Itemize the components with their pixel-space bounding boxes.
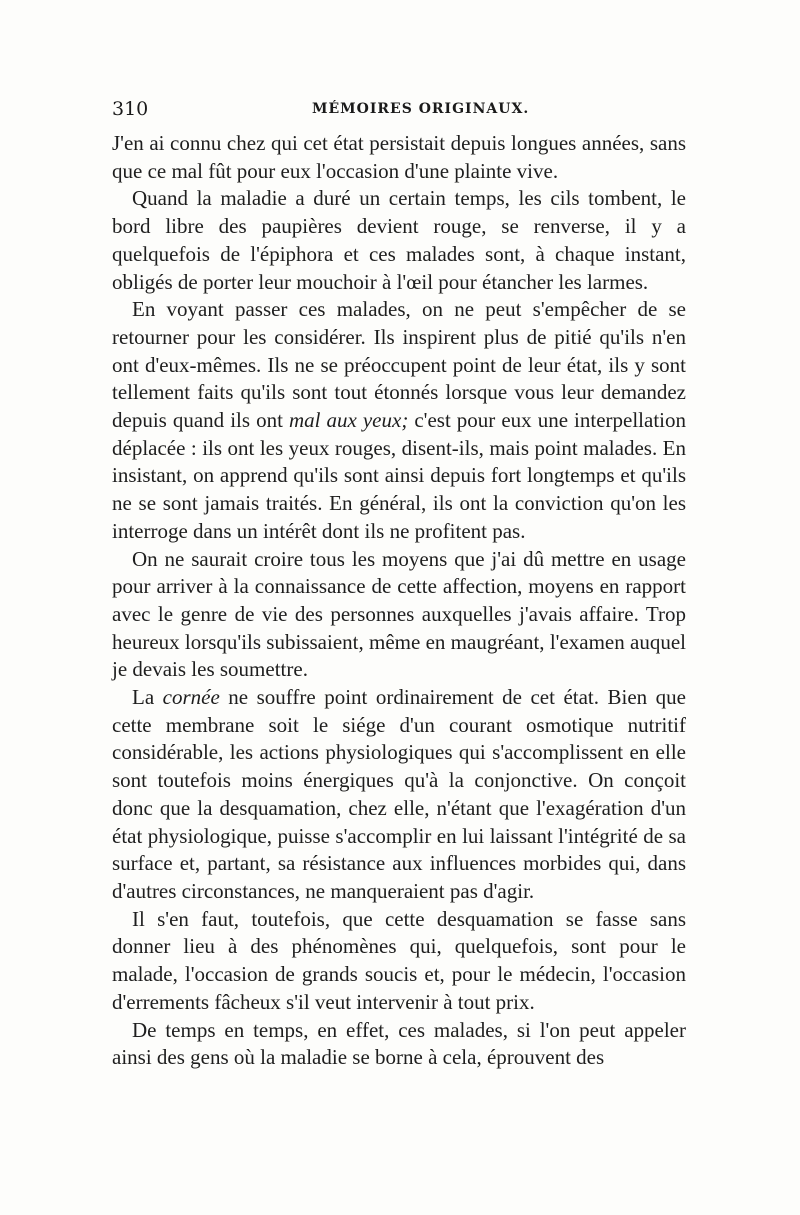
paragraph-3-italic-phrase: mal aux yeux;: [288, 408, 409, 433]
paragraph-3-part-1: En voyant passer ces malades, on ne peut s'empêcher de se retourner pour les considérer. Ils inspirent plus de pitié qu'ils n'en ont d'eux-mêmes. Ils ne se préoccupent point de leur état, ils y sont tellement faits qu'ils sont tout étonnés lorsque vous leur demandez depuis quand ils ont: [112, 297, 686, 433]
paragraph-3: [112, 296, 686, 545]
paragraph-1: J'en ai connu chez qui cet état persistait depuis longues années, sans que ce mal fût pour eux l'occasion d'une plainte vive.: [112, 131, 686, 183]
paragraph-5: [112, 684, 686, 906]
paragraph-7: De temps en temps, en effet, ces malades, si l'on peut appeler ainsi des gens où la maladie se borne à cela, éprouvent des: [112, 1017, 686, 1070]
paragraph-6: Il s'en faut, toutefois, que cette desquamation se fasse sans donner lieu à des phénomènes qui, quelquefois, sont pour le malade, l'occasion de grands soucis et, pour le médecin, l'occasion d'errements fâcheux s'il veut intervenir à tout prix.: [112, 906, 686, 1014]
paragraph-4: On ne saurait croire tous les moyens que j'ai dû mettre en usage pour arriver à la connaissance de cette affection, moyens en rapport avec le genre de vie des personnes auxquelles j'avais affaire. Trop heureux lorsqu'ils subissaient, même en maugréant, l'examen auquel je devais les soumettre.: [112, 546, 686, 682]
body-text: [112, 130, 686, 1072]
running-head: MÉMOIRES ORIGINAUX.: [312, 101, 530, 117]
paragraph-5-italic-word: cornée: [162, 685, 220, 710]
paragraph-3-part-2: c'est pour eux une interpellation déplacée : ils ont les yeux rouges, disent-ils, mais point malades. En insistant, on apprend qu'ils sont ainsi depuis fort longtemps et qu'ils ne se sont jamais traités. En général, ils ont la conviction qu'on les interroge dans un intérêt dont ils ne profitent pas.: [112, 408, 687, 543]
paragraph-5-part-2: ne souffre point ordinairement de cet état. Bien que cette membrane soit le siége d'un courant osmotique nutritif considérable, les actions physiologiques qui s'accomplissent en elle sont toutefois moins énergiques qu'à la conjonctive. On conçoit donc que la desquamation, chez elle, n'étant que l'exagération d'un état physiologique, puisse s'accomplir en lui laissant l'intégrité de sa surface et, partant, sa résistance aux influences morbides qui, dans d'autres circonstances, ne manqueraient pas d'agir.: [112, 685, 686, 903]
paragraph-5-part-1: La: [132, 685, 163, 710]
page-header: [112, 98, 686, 124]
paragraph-2: Quand la maladie a duré un certain temps, les cils tombent, le bord libre des paupières devient rouge, se renverse, il y a quelquefois de l'épiphora et ces malades sont, à chaque instant, obligés de porter leur mouchoir à l'œil pour étancher les larmes.: [112, 186, 686, 294]
page-number: 310: [112, 98, 149, 120]
